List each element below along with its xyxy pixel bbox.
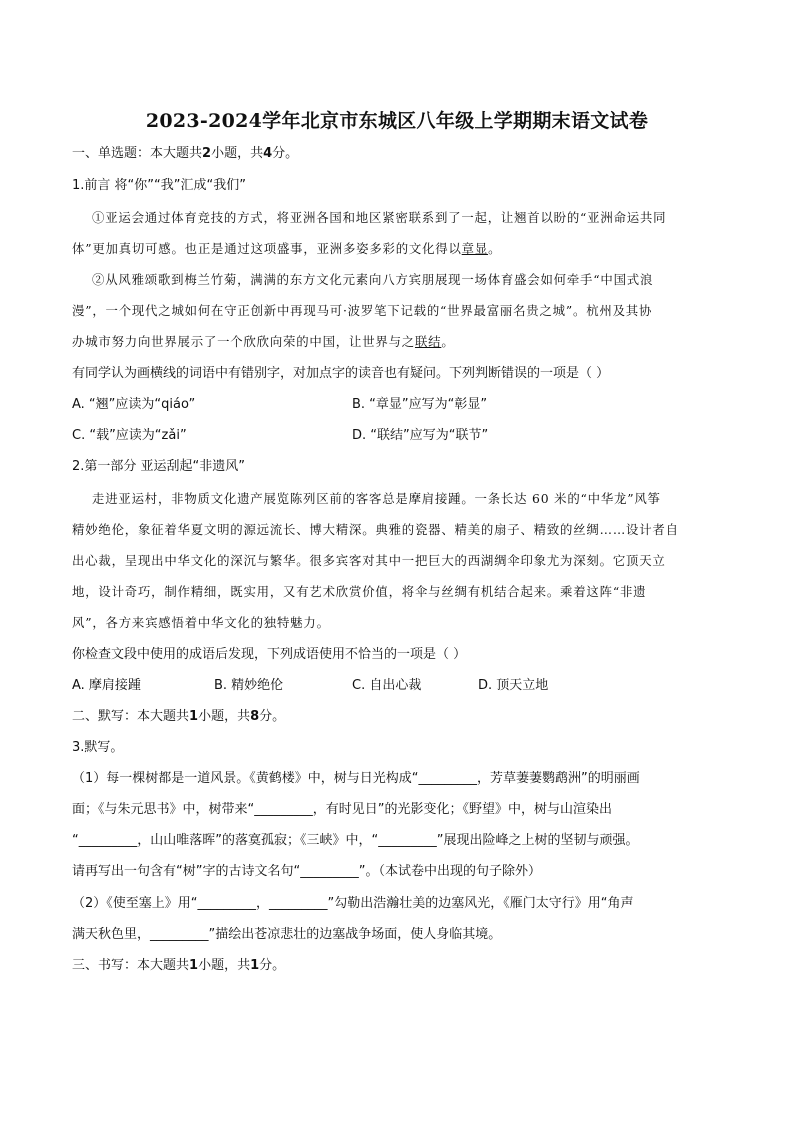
question-1-header: 1.前言 将“你”“我”汇成“我们” [72,178,246,193]
q1-passage-line: 体”更加真切可感。也正是通过这项盛事，亚洲多姿多彩的文化得以章显。 [72,241,502,256]
section-heading-2: 二、默写：本大题共1小题，共8分。 [72,709,286,724]
question-2-prompt: 你检查文段中使用的成语后发现，下列成语使用不恰当的一项是（ ） [72,647,467,662]
q1-passage-line: ①亚运会通过体育竞技的方式，将亚洲各国和地区紧密联系到了一起，让翘首以盼的“亚洲命运共同 [92,210,667,225]
q2-passage-line: 走进亚运村，非物质文化遗产展览陈列区前的客客总是摩肩接踵。一条长达 60 米的“中华龙”风筝 [92,491,661,506]
q3-line: “_________，山山唯落晖”的落寞孤寂；《三峡》中，“_________”展现出险峰之上树的坚韧与顽强。 [72,833,639,848]
question-1-prompt: 有同学认为画横线的词语中有错别字，对加点字的读音也有疑问。下列判断错误的一项是（ ） [72,366,610,381]
q1-option-d[interactable]: D. “联结”应写为“联节” [352,428,489,443]
question-3-header: 3.默写。 [72,740,124,755]
q2-passage-line: 出心裁，呈现出中华文化的深沉与繁华。很多宾客对其中一把巨大的西湖绸伞印象尤为深刻。它顶天立 [72,553,666,568]
q3-line: （1）每一棵树都是一道风景。《黄鹤楼》中，树与日光构成“_________，芳草萋萋鹦鹉洲”的明丽画 [72,771,640,786]
q2-passage-line: 地，设计奇巧，制作精细，既实用，又有艺术欣赏价值，将伞与丝绸有机结合起来。乘着这阵“非遗 [72,584,647,599]
q3-line: 面；《与朱元思书》中，树带来“_________，有时见日”的光影变化；《野望》中，树与山渲染出 [72,802,612,817]
q1-passage-line: ②从风雅颂歌到梅兰竹菊，满满的东方文化元素向八方宾朋展现一场体育盛会如何牵手“中国式浪 [92,272,654,287]
q1-passage-line: 办城市努力向世界展示了一个欣欣向荣的中国，让世界与之联结。 [72,334,455,349]
q2-option-d[interactable]: D. 顶天立地 [478,678,549,693]
q2-passage-line: 精妙绝伦，象征着华夏文明的源远流长、博大精深。典雅的瓷器、精美的扇子、精致的丝绸……设计者自 [72,522,679,537]
question-2-header: 2.第一部分 亚运刮起“非遗风” [72,459,246,474]
q1-passage-line: 漫”，一个现代之城如何在守正创新中再现马可·波罗笔下记载的“世界最富丽名贵之城”。杭州及其协 [72,303,653,318]
q2-passage-line: 风”，各方来宾感悟着中华文化的独特魅力。 [72,615,330,630]
q3-line: 满天秋色里，_________”描绘出苍凉悲壮的边塞战争场面，使人身临其境。 [72,927,502,942]
section-heading-3: 三、书写：本大题共1小题，共1分。 [72,958,286,973]
q3-line: （2）《使至塞上》用“_________，_________”勾勒出浩瀚壮美的边塞风光，《雁门太守行》用“角声 [72,896,634,911]
q1-option-a[interactable]: A. “翘”应读为“qiáo” [72,397,196,412]
q2-option-c[interactable]: C. 自出心裁 [352,678,422,693]
q3-line: 请再写出一句含有“树”字的古诗文名句“_________”。（本试卷中出现的句子除外） [72,864,541,879]
q1-option-c[interactable]: C. “载”应读为“zǎi” [72,428,187,443]
q2-option-b[interactable]: B. 精妙绝伦 [214,678,284,693]
underlined-word: 联结 [414,334,442,349]
q2-option-a[interactable]: A. 摩肩接踵 [72,678,141,693]
section-heading-1: 一、单选题：本大题共2小题，共4分。 [72,146,299,161]
q1-option-b[interactable]: B. “章显”应写为“彰显” [352,397,488,412]
underlined-word: 章显 [461,241,489,256]
page-title: 2023-2024学年北京市东城区八年级上学期期末语文试卷 [145,110,649,132]
